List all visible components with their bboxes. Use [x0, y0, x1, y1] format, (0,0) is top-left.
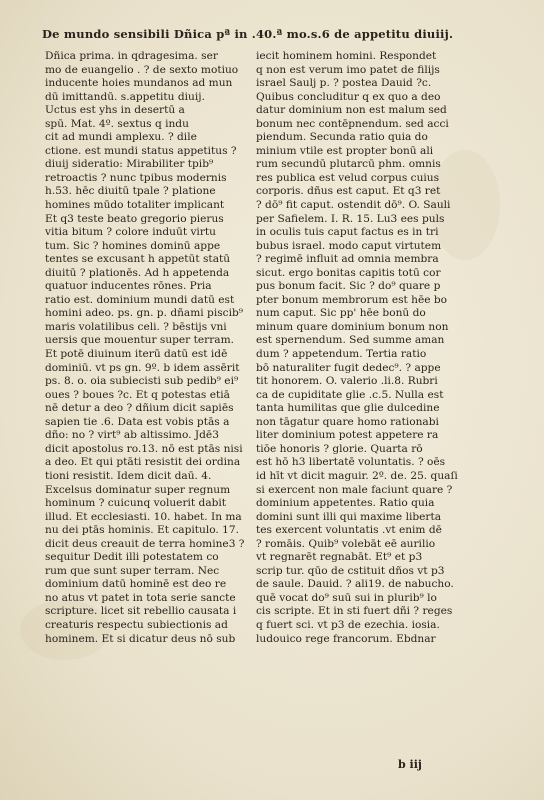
- text-line: mo de euangelio . ? de sexto motiuo: [45, 63, 239, 76]
- text-line: minium vtile est propter bonū ali: [256, 144, 434, 157]
- text-line: homini adeo. ps. gn. p. dñami piscib⁹: [45, 307, 243, 320]
- text-line: rum secundū plutarcū phm. omnis: [256, 158, 441, 171]
- text-line: ps. 8. o. oia subiecisti sub pedib⁹ ei⁹: [45, 375, 239, 388]
- text-line: piendum. Secunda ratio quia do: [256, 131, 428, 144]
- text-line: scripture. licet sit rebellio causata i: [45, 605, 237, 618]
- text-line: in oculis tuis caput factus es in tri: [256, 226, 439, 239]
- text-line: a deo. Et qui ptāti resistit dei ordina: [45, 456, 241, 469]
- text-line: bō naturaliter fugit dedec⁹. ? appe: [256, 361, 441, 374]
- text-line: nē detur a deo ? dñium dicit sapiēs: [45, 402, 234, 415]
- text-line: maris volatilibus celi. ? bēstijs vni: [45, 320, 227, 333]
- text-line: tit honorem. O. valerio .li.8. Rubri: [256, 375, 438, 388]
- text-line: tentes se excusant h appetūt statū: [45, 253, 231, 266]
- text-line: ratio est. dominium mundi datū est: [45, 293, 235, 306]
- signature-mark: b iij: [398, 758, 422, 771]
- text-line: de saule. Dauid. ? ali19. de nabucho.: [256, 578, 454, 591]
- text-line: datur dominium non est malum sed: [256, 104, 447, 117]
- text-line: id hīt vt dicit maguir. 2º. de. 25. quaſi: [256, 469, 458, 482]
- text-line: dicit deus creauit de terra homine3 ?: [45, 537, 245, 550]
- text-line: quē vocat do⁹ suū sui in plurib⁹ lo: [256, 591, 437, 604]
- text-line: no atus vt patet in tota serie sancte: [45, 591, 236, 604]
- text-line: illud. Et ecclesiasti. 10. habet. In ma: [45, 510, 242, 523]
- text-line: sapien tie .6. Data est vobis ptās a: [45, 415, 230, 428]
- text-line: uersis que mouentur super terram.: [45, 334, 235, 347]
- text-line: diuij sideratio: Mirabiliter tpib⁹: [45, 158, 214, 171]
- text-line: cis scripte. Et in sti fuert dñi ? reges: [256, 605, 453, 618]
- text-line: vitia bitum ? colore induūt virtu: [45, 226, 216, 239]
- text-line: non tāgatur quare homo rationabi: [256, 415, 439, 428]
- text-line: sequitur Dedit illi potestatem co: [45, 551, 219, 564]
- text-line: dicit apostolus ro.13. nō est ptās nisi: [45, 442, 243, 455]
- left-text-column: [45, 50, 257, 646]
- text-line: minum quare dominium bonum non: [256, 320, 449, 333]
- text-line: per Safielem. I. R. 15. Lu3 ees puls: [256, 212, 445, 225]
- text-line: bonum nec contēpnendum. sed acci: [256, 117, 449, 130]
- text-line: si exercent non male faciunt quare ?: [256, 483, 453, 496]
- text-line: oues ? boues ?c. Et q potestas etiā: [45, 388, 230, 401]
- text-line: nu dei ptās hominis. Et capitulo. 17.: [45, 524, 240, 537]
- text-line: dum ? appetendum. Tertia ratio: [256, 348, 427, 361]
- text-line: bubus israel. modo caput virtutem: [256, 239, 442, 252]
- text-line: pter bonum membrorum est hēe bo: [256, 293, 448, 306]
- text-line: num caput. Sic pp' hēe bonū do: [256, 307, 426, 320]
- text-line: vt regnarēt regnabāt. Et⁹ et p3: [256, 551, 423, 564]
- text-line: Et potē diuinum iterū datū est idē: [45, 348, 228, 361]
- text-line: domini sunt illi qui maxime liberta: [256, 510, 442, 523]
- text-line: homines mūdo totaliter implicant: [45, 199, 225, 212]
- text-line: cit ad mundi amplexu. ? dile: [45, 131, 197, 144]
- text-line: dū imittandū. s.appetitu diuij.: [45, 90, 205, 103]
- text-line: ? dō⁹ fit caput. ostendit dō⁹. O. Sauli: [256, 199, 451, 212]
- text-line: Excelsus dominatur super regnum: [45, 483, 231, 496]
- text-line: Et q3 teste beato gregorio pierus: [45, 212, 224, 225]
- text-line: Dñica prima. in qdragesima. ser: [45, 50, 218, 62]
- text-line: inducente hoies mundanos ad mun: [45, 77, 233, 90]
- text-line: dominium datū hominē est deo re: [45, 578, 227, 591]
- text-line: dominiū. vt ps gn. 9º. b idem assērit: [45, 361, 240, 374]
- text-line: tanta humilitas que glie dulcedine: [256, 402, 440, 415]
- text-line: sicut. ergo bonitas capitis totū cor: [256, 266, 441, 279]
- text-line: res publica est velud corpus cuius: [256, 171, 440, 184]
- running-header: De mundo sensibili Dñica pª in .40.ª mo.s.6 de appetitu diuiij.: [42, 27, 454, 41]
- text-line: rum que sunt super terram. Nec: [45, 564, 220, 577]
- text-line: ca de cupiditate glie .c.5. Nulla est: [256, 388, 444, 401]
- text-line: tum. Sic ? homines dominū appe: [45, 239, 221, 252]
- text-line: hominem. Et si dicatur deus nō sub: [45, 632, 236, 645]
- text-line: pus bonum facit. Sic ? do⁹ quare p: [256, 280, 441, 293]
- text-line: retroactis ? nunc tpibus modernis: [45, 171, 227, 184]
- text-line: est spernendum. Sed summe aman: [256, 334, 445, 347]
- text-line: ? regimē influit ad omnia membra: [256, 253, 439, 266]
- text-line: israel Saulj p. ? postea Dauid ?c.: [256, 77, 432, 90]
- text-line: spū. Mat. 4º. sextus q indu: [45, 117, 189, 130]
- text-line: creaturis respectu subiectionis ad: [45, 618, 228, 631]
- text-line: q fuert sci. vt p3 de ezechia. iosia.: [256, 618, 440, 631]
- text-line: scrip tur. qūo de cstituit dños vt p3: [256, 564, 445, 577]
- text-line: tioni resistit. Idem dicit daū. 4.: [45, 469, 212, 482]
- text-line: corporis. dñus est caput. Et q3 ret: [256, 185, 441, 198]
- text-line: tes exercent voluntatis .vt enim dē: [256, 524, 442, 537]
- right-text-column: [256, 50, 468, 646]
- text-line: tiōe honoris ? glorie. Quarta rō: [256, 442, 423, 455]
- text-line: ctione. est mundi status appetitus ?: [45, 144, 237, 157]
- text-line: ? romāis. Quib⁹ volebāt eē aurilio: [256, 537, 436, 550]
- text-line: dño: no ? virt⁹ ab altissimo. Jdē3: [45, 429, 219, 442]
- text-line: hominum ? cuicunq voluerit dabit: [45, 497, 227, 510]
- text-line: iecit hominem homini. Respondet: [256, 50, 437, 62]
- text-line: est hō h3 libertatē voluntatis. ? oēs: [256, 456, 446, 469]
- text-line: h.53. hēc diuitū tpale ? platione: [45, 185, 216, 198]
- text-line: dominium appetentes. Ratio quia: [256, 497, 435, 510]
- text-line: diuitū ? plationēs. Ad h appetenda: [45, 266, 230, 279]
- text-line: quatuor inducentes rōnes. Pria: [45, 280, 212, 293]
- text-line: q non est verum imo patet de filijs: [256, 63, 440, 76]
- text-line: Uctus est yhs in desertū a: [45, 104, 185, 117]
- text-line: ludouico rege francorum. Ebdnar: [256, 632, 436, 645]
- text-line: Quibus concluditur q ex quo a deo: [256, 90, 441, 103]
- text-line: liter dominium potest appetere ra: [256, 429, 439, 442]
